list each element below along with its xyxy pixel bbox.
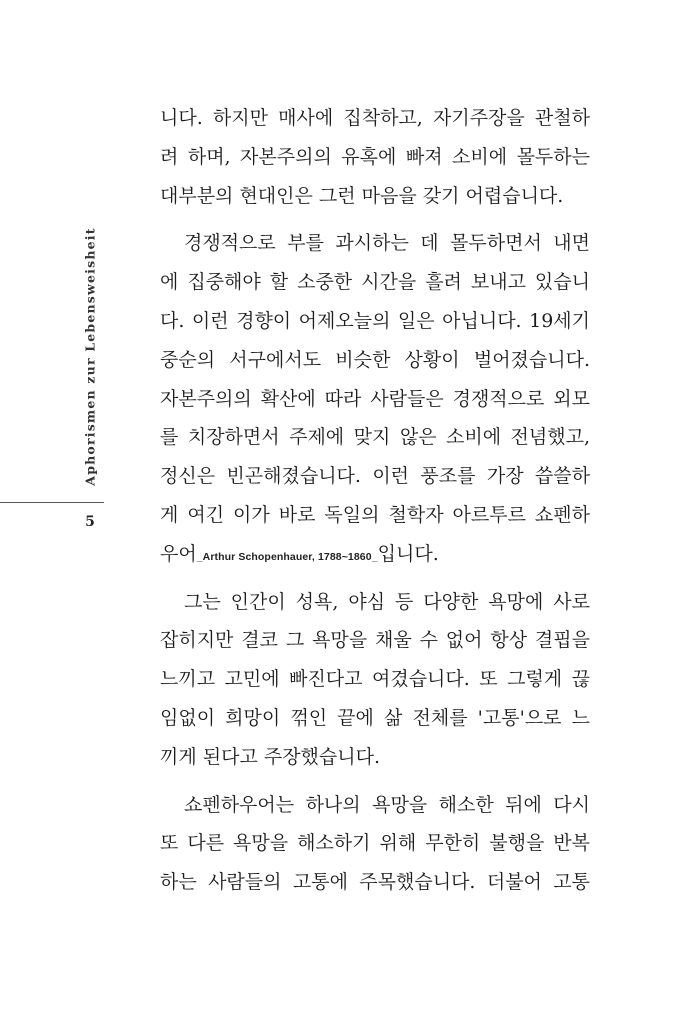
- text-line: 를 치장하면서 주제에 맞지 않은 소비에 전념했고,: [160, 426, 590, 449]
- text-line: 자본주의의 확산에 따라 사람들은 경쟁적으로 외모: [160, 387, 590, 410]
- text-line: 임없이 희망이 꺾인 끝에 삶 전체를 '고통'으로 느: [160, 706, 590, 729]
- text-line: 려 하며, 자본주의의 유혹에 빠져 소비에 몰두하는: [160, 145, 590, 168]
- text-line: 또 다른 욕망을 해소하기 위해 무한히 불행을 반복: [160, 832, 590, 855]
- text-fragment: 입니다.: [377, 542, 439, 565]
- text-line: 니다. 하지만 매사에 집착하고, 자기주장을 관철하: [160, 107, 590, 129]
- text-line: 끼게 된다고 주장했습니다.: [160, 745, 381, 768]
- text-line: 쇼펜하우어는 하나의 욕망을 해소한 뒤에 다시: [184, 793, 590, 816]
- text-line: 게 여긴 이가 바로 독일의 철학자 아르투르 쇼펜하: [160, 503, 590, 526]
- text-line: 다. 이런 경향이 어제오늘의 일은 아닙니다. 19세기: [160, 309, 590, 332]
- text-line: 정신은 빈곤해졌습니다. 이런 풍조를 가장 씁쓸하: [160, 465, 590, 488]
- running-title: [76, 216, 104, 496]
- text-line: 중순의 서구에서도 비슷한 상황이 벌어졌습니다.: [160, 348, 590, 371]
- body-text: [160, 99, 590, 902]
- margin-rule: [0, 502, 104, 503]
- text-line-with-note: [160, 535, 590, 574]
- name-annotation: _Arthur Schopenhauer, 1788~1860_: [196, 550, 378, 563]
- text-line: 그는 인간이 성욕, 야심 등 다양한 욕망에 사로: [184, 590, 590, 613]
- page-number: 5: [85, 514, 95, 530]
- running-title-text: Aphorismen zur Lebensweisheit: [82, 226, 98, 486]
- text-line: 하는 사람들의 고통에 주목했습니다. 더불어 고통: [160, 871, 590, 894]
- text-line: 경쟁적으로 부를 과시하는 데 몰두하면서 내면: [184, 232, 590, 255]
- text-line: 느끼고 고민에 빠진다고 여겼습니다. 또 그렇게 끊: [160, 668, 590, 691]
- text-line: 대부분의 현대인은 그런 마음을 갖기 어렵습니다.: [160, 184, 564, 207]
- text-fragment: 우어: [160, 542, 197, 565]
- text-line: 잡히지만 결코 그 욕망을 채울 수 없어 항상 결핍을: [160, 629, 590, 652]
- text-line: 에 집중해야 할 소중한 시간을 흘려 보내고 있습니: [160, 271, 590, 294]
